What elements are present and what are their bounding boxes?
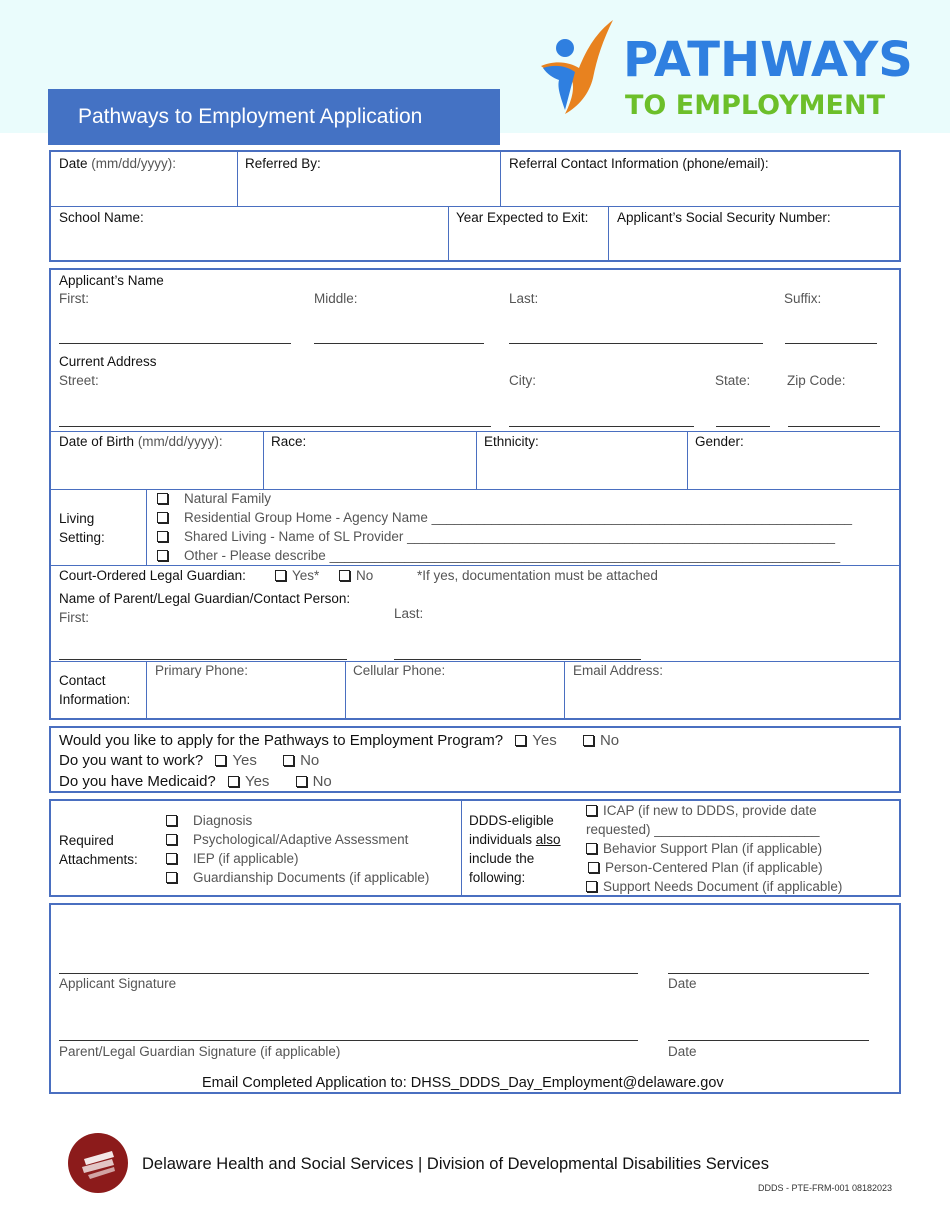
checkbox-icon[interactable] xyxy=(586,805,597,816)
logo-word-to-employment: TO EMPLOYMENT xyxy=(625,90,885,121)
city-input[interactable] xyxy=(509,426,694,427)
ddds-support-needs[interactable]: Support Needs Document (if applicable) xyxy=(586,879,842,894)
first-name-label: First: xyxy=(59,291,89,306)
school-name-field[interactable]: School Name: xyxy=(59,210,144,225)
applicant-date-input[interactable] xyxy=(668,973,869,974)
dhss-emblem-icon xyxy=(68,1133,128,1193)
attachments-section xyxy=(49,799,901,897)
required-attachments-label-1: Required xyxy=(59,833,114,848)
parent-last-label: Last: xyxy=(394,606,424,621)
race-field[interactable]: Race: xyxy=(271,434,307,449)
middle-name-label: Middle: xyxy=(314,291,358,306)
program-questions-section xyxy=(49,726,901,793)
applicant-signature-label: Applicant Signature xyxy=(59,976,177,991)
contact-label-2: Information: xyxy=(59,692,131,707)
checkbox-icon[interactable] xyxy=(157,493,168,504)
parent-first-input[interactable] xyxy=(59,659,347,660)
street-label: Street: xyxy=(59,373,99,388)
ddds-behavior-support[interactable]: Behavior Support Plan (if applicable) xyxy=(586,841,822,856)
pathways-logo xyxy=(535,18,915,128)
primary-phone-field[interactable]: Primary Phone: xyxy=(155,663,249,678)
living-option-shared-living[interactable]: Shared Living - Name of SL Provider _________________________________________________________ xyxy=(157,529,835,544)
checkbox-icon[interactable] xyxy=(339,570,350,581)
ssn-field[interactable]: Applicant’s Social Security Number: xyxy=(617,210,831,225)
checkbox-icon[interactable] xyxy=(166,872,177,883)
dob-label: Date of Birth xyxy=(59,434,135,449)
checkbox-icon[interactable] xyxy=(586,843,597,854)
question-want-to-work: Do you want to work? Yes No xyxy=(59,752,320,769)
middle-name-input[interactable] xyxy=(314,343,484,344)
question-medicaid: Do you have Medicaid? Yes No xyxy=(59,773,332,790)
checkbox-icon[interactable] xyxy=(157,512,168,523)
apply-no-checkbox[interactable] xyxy=(583,735,594,746)
signature-section xyxy=(49,903,901,1094)
guardian-signature-input[interactable] xyxy=(59,1040,638,1041)
ddds-eligible-label-3: include the xyxy=(469,851,535,866)
parent-first-label: First: xyxy=(59,610,89,625)
required-attachments-label-2: Attachments: xyxy=(59,852,138,867)
ethnicity-field[interactable]: Ethnicity: xyxy=(484,434,539,449)
attachment-psych-assessment[interactable]: Psychological/Adaptive Assessment xyxy=(166,832,408,847)
guardian-label: Court-Ordered Legal Guardian: xyxy=(59,568,246,583)
living-option-group-home[interactable]: Residential Group Home - Agency Name ________________________________________________________ xyxy=(157,510,852,525)
applicant-section xyxy=(49,268,901,720)
living-option-natural-family[interactable]: Natural Family xyxy=(157,491,271,506)
ddds-eligible-label-2: individuals also xyxy=(469,832,561,847)
contact-label-1: Contact xyxy=(59,673,106,688)
ddds-eligible-label-4: following: xyxy=(469,870,526,885)
runner-icon xyxy=(535,18,625,118)
dob-field[interactable] xyxy=(59,434,223,449)
suffix-label: Suffix: xyxy=(784,291,822,306)
footer-organization: Delaware Health and Social Services | Division of Developmental Disabilities Services xyxy=(142,1155,769,1173)
parent-last-input[interactable] xyxy=(394,659,641,660)
checkbox-icon[interactable] xyxy=(166,853,177,864)
guardian-no-option[interactable]: No xyxy=(339,568,373,583)
form-code: DDDS - PTE-FRM-001 08182023 xyxy=(758,1183,893,1193)
first-name-input[interactable] xyxy=(59,343,291,344)
guardian-date-input[interactable] xyxy=(668,1040,869,1041)
checkbox-icon[interactable] xyxy=(166,834,177,845)
page-title: Pathways to Employment Application xyxy=(48,89,500,145)
ddds-icap[interactable]: ICAP (if new to DDDS, provide date xyxy=(586,803,817,818)
year-exit-field[interactable]: Year Expected to Exit: xyxy=(456,210,589,225)
guardian-note: *If yes, documentation must be attached xyxy=(417,568,658,583)
zip-input[interactable] xyxy=(788,426,880,427)
attachment-iep[interactable]: IEP (if applicable) xyxy=(166,851,299,866)
checkbox-icon[interactable] xyxy=(275,570,286,581)
checkbox-icon[interactable] xyxy=(157,531,168,542)
applicant-date-label: Date xyxy=(668,976,697,991)
checkbox-icon[interactable] xyxy=(586,881,597,892)
city-label: City: xyxy=(509,373,536,388)
attachment-diagnosis[interactable]: Diagnosis xyxy=(166,813,252,828)
date-field[interactable] xyxy=(59,156,176,171)
apply-yes-checkbox[interactable] xyxy=(515,735,526,746)
date-format: (mm/dd/yyyy): xyxy=(91,156,177,171)
living-setting-label-2: Setting: xyxy=(59,530,105,545)
work-yes-checkbox[interactable] xyxy=(215,755,226,766)
referral-contact-field[interactable]: Referral Contact Information (phone/email): xyxy=(509,156,769,171)
applicant-name-heading: Applicant’s Name xyxy=(59,273,164,288)
dob-format: (mm/dd/yyyy): xyxy=(137,434,223,449)
guardian-signature-label: Parent/Legal Guardian Signature (if applicable) xyxy=(59,1044,341,1059)
checkbox-icon[interactable] xyxy=(588,862,599,873)
gender-field[interactable]: Gender: xyxy=(695,434,744,449)
referred-by-field[interactable]: Referred By: xyxy=(245,156,321,171)
street-input[interactable] xyxy=(59,426,491,427)
living-option-other[interactable]: Other - Please describe ____________________________________________________________________ xyxy=(157,548,840,563)
last-name-label: Last: xyxy=(509,291,539,306)
parent-name-heading: Name of Parent/Legal Guardian/Contact Person: xyxy=(59,591,351,606)
suffix-input[interactable] xyxy=(785,343,877,344)
ddds-person-centered[interactable]: Person-Centered Plan (if applicable) xyxy=(588,860,823,875)
logo-word-pathways: PATHWAYS xyxy=(623,32,913,88)
question-apply-program: Would you like to apply for the Pathways to Employment Program? Yes No xyxy=(59,732,620,749)
medicaid-yes-checkbox[interactable] xyxy=(228,776,239,787)
cellular-phone-field[interactable]: Cellular Phone: xyxy=(353,663,446,678)
referral-section xyxy=(49,150,901,262)
dhss-logo xyxy=(68,1133,128,1193)
living-setting-label-1: Living xyxy=(59,511,95,526)
zip-label: Zip Code: xyxy=(787,373,846,388)
guardian-yes-option[interactable]: Yes* xyxy=(275,568,319,583)
attachment-guardianship[interactable]: Guardianship Documents (if applicable) xyxy=(166,870,429,885)
email-address-field[interactable]: Email Address: xyxy=(573,663,664,678)
date-label: Date xyxy=(59,156,88,171)
medicaid-no-checkbox[interactable] xyxy=(296,776,307,787)
checkbox-icon[interactable] xyxy=(157,550,168,561)
email-instructions: Email Completed Application to: DHSS_DDDS_Day_Employment@delaware.gov xyxy=(202,1075,724,1091)
guardian-date-label: Date xyxy=(668,1044,697,1059)
current-address-heading: Current Address xyxy=(59,354,157,369)
work-no-checkbox[interactable] xyxy=(283,755,294,766)
ddds-icap-requested[interactable]: requested) ______________________ xyxy=(586,822,820,837)
state-label: State: xyxy=(715,373,751,388)
ddds-eligible-label-1: DDDS-eligible xyxy=(469,813,554,828)
state-input[interactable] xyxy=(716,426,770,427)
last-name-input[interactable] xyxy=(509,343,763,344)
applicant-signature-input[interactable] xyxy=(59,973,638,974)
checkbox-icon[interactable] xyxy=(166,815,177,826)
